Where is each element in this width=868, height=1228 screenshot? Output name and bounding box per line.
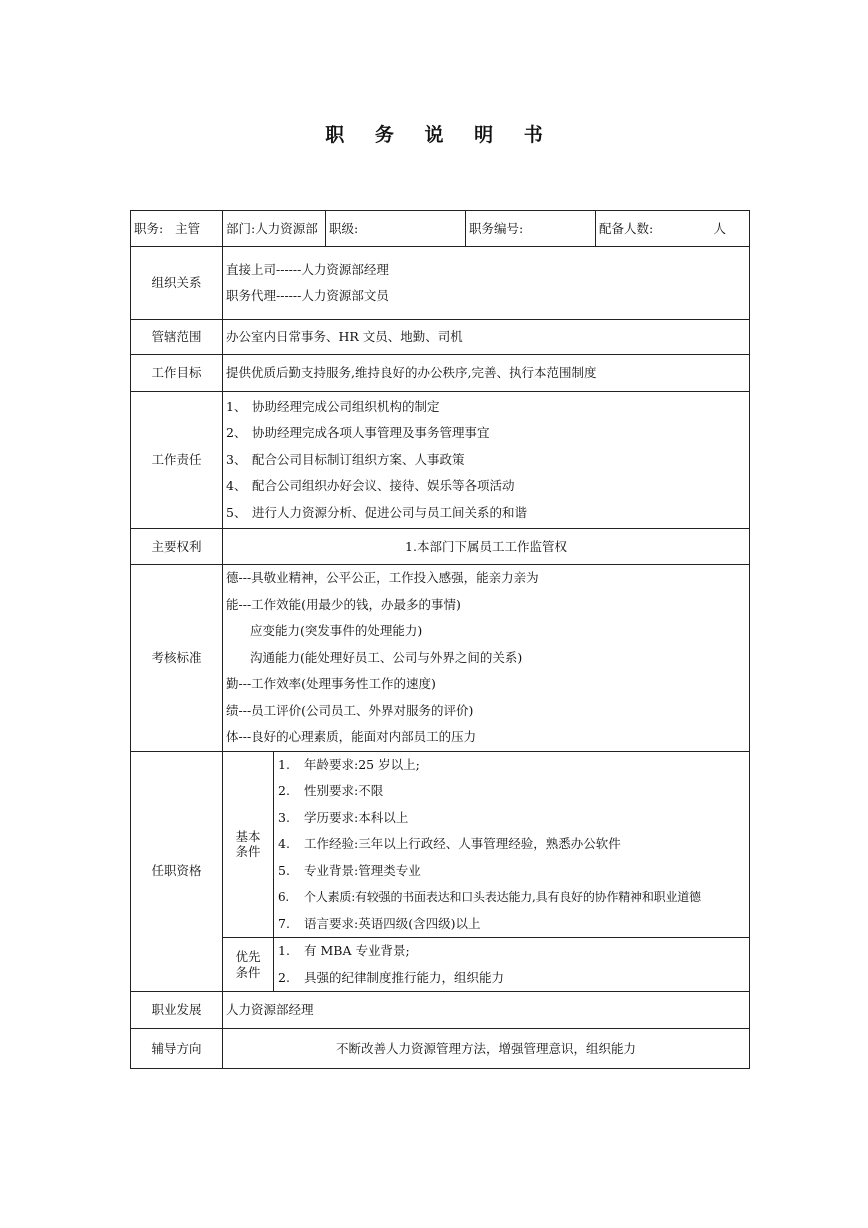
preferred-condition-item: 1. 有 MBA 专业背景; bbox=[278, 943, 410, 958]
position-label: 职务: bbox=[134, 220, 164, 236]
headcount-unit: 人 bbox=[713, 220, 726, 236]
assessment-label: 考核标准 bbox=[131, 565, 223, 752]
duties-label: 工作责任 bbox=[131, 392, 223, 529]
guidance-label: 辅导方向 bbox=[131, 1029, 223, 1069]
org-relation-content bbox=[223, 247, 750, 320]
goal-text: 提供优质后勤支持服务,维持良好的办公秩序,完善、执行本范围制度 bbox=[223, 355, 750, 392]
basic-conditions-content bbox=[274, 751, 750, 938]
preferred-conditions-content bbox=[274, 938, 750, 992]
position-cell bbox=[131, 211, 223, 247]
basic-conditions-label: 基本 条件 bbox=[223, 751, 274, 938]
position-value: 主管 bbox=[175, 220, 201, 236]
headcount-cell bbox=[596, 211, 750, 247]
qualification-label: 任职资格 bbox=[131, 751, 223, 992]
basic-condition-item: 2. 性别要求:不限 bbox=[278, 783, 384, 798]
basic-condition-item: 5. 专业背景:管理类专业 bbox=[278, 862, 421, 878]
job-description-table bbox=[130, 210, 750, 1069]
basic-condition-item: 6. 个人素质:有较强的书面表达和口头表达能力,具有良好的协作精神和职业道德 bbox=[278, 890, 701, 904]
basic-condition-item: 3. 学历要求:本科以上 bbox=[278, 809, 409, 825]
header-row bbox=[131, 211, 750, 247]
basic-condition-item: 1. 年龄要求:25 岁以上; bbox=[278, 756, 420, 772]
assessment-line: 体---良好的心理素质，能面对内部员工的压力 bbox=[226, 729, 477, 744]
scope-row bbox=[131, 320, 750, 355]
page-title: 职 务 说 明 书 bbox=[325, 124, 555, 146]
assessment-content bbox=[223, 565, 750, 752]
guidance-row bbox=[131, 1029, 750, 1069]
authority-text: 1.本部门下属员工工作监管权 bbox=[223, 529, 750, 565]
level-cell: 职级: bbox=[326, 211, 466, 247]
duty-item: 3、 配合公司目标制订组织方案、人事政策 bbox=[226, 451, 465, 467]
career-row bbox=[131, 992, 750, 1029]
scope-label: 管辖范围 bbox=[131, 320, 223, 355]
duty-item: 1、 协助经理完成公司组织机构的制定 bbox=[226, 398, 440, 414]
assessment-line: 德---具敬业精神，公平公正，工作投入感强，能亲力亲为 bbox=[226, 570, 539, 585]
duty-item: 2、 协助经理完成各项人事管理及事务管理事宜 bbox=[226, 425, 490, 441]
assessment-line: 能---工作效能(用最少的钱，办最多的事情) bbox=[226, 596, 461, 612]
org-relation-label: 组织关系 bbox=[131, 247, 223, 320]
department-cell: 部门:人力资源部 bbox=[223, 211, 326, 247]
preferred-conditions-label: 优先 条件 bbox=[223, 938, 274, 992]
goal-row bbox=[131, 355, 750, 392]
org-relation-line: 直接上司------人力资源部经理 bbox=[226, 261, 389, 277]
scope-text: 办公室内日常事务、HR 文员、地勤、司机 bbox=[223, 320, 750, 355]
basic-condition-item: 4. 工作经验:三年以上行政经、人事管理经验，熟悉办公软件 bbox=[278, 836, 621, 851]
assessment-line: 沟通能力(能处理好员工、公司与外界之间的关系) bbox=[250, 649, 523, 665]
assessment-line: 应变能力(突发事件的处理能力) bbox=[250, 623, 423, 638]
duties-content bbox=[223, 392, 750, 529]
duty-item: 5、 进行人力资源分析、促进公司与员工间关系的和谐 bbox=[226, 504, 528, 520]
preferred-condition-item: 2. 具强的纪律制度推行能力，组织能力 bbox=[278, 969, 505, 985]
org-relation-row bbox=[131, 247, 750, 320]
qualification-preferred-row bbox=[131, 938, 750, 992]
assessment-line: 绩---员工评价(公司员工、外界对服务的评价) bbox=[226, 702, 474, 718]
career-text: 人力资源部经理 bbox=[223, 992, 750, 1029]
duty-item: 4、 配合公司组织办好会议、接待、娱乐等各项活动 bbox=[226, 478, 515, 494]
assessment-row bbox=[131, 565, 750, 752]
headcount-label: 配备人数: bbox=[599, 220, 654, 236]
position-code-cell: 职务编号: bbox=[466, 211, 596, 247]
guidance-text: 不断改善人力资源管理方法，增强管理意识，组织能力 bbox=[223, 1029, 750, 1069]
duties-row bbox=[131, 392, 750, 529]
authority-row bbox=[131, 529, 750, 565]
goal-label: 工作目标 bbox=[131, 355, 223, 392]
basic-condition-item: 7. 语言要求:英语四级(含四级)以上 bbox=[278, 915, 481, 931]
career-label: 职业发展 bbox=[131, 992, 223, 1029]
authority-label: 主要权利 bbox=[131, 529, 223, 565]
org-relation-line: 职务代理------人力资源部文员 bbox=[226, 288, 389, 303]
qualification-basic-row bbox=[131, 751, 750, 938]
assessment-line: 勤---工作效率(处理事务性工作的速度) bbox=[226, 676, 436, 691]
